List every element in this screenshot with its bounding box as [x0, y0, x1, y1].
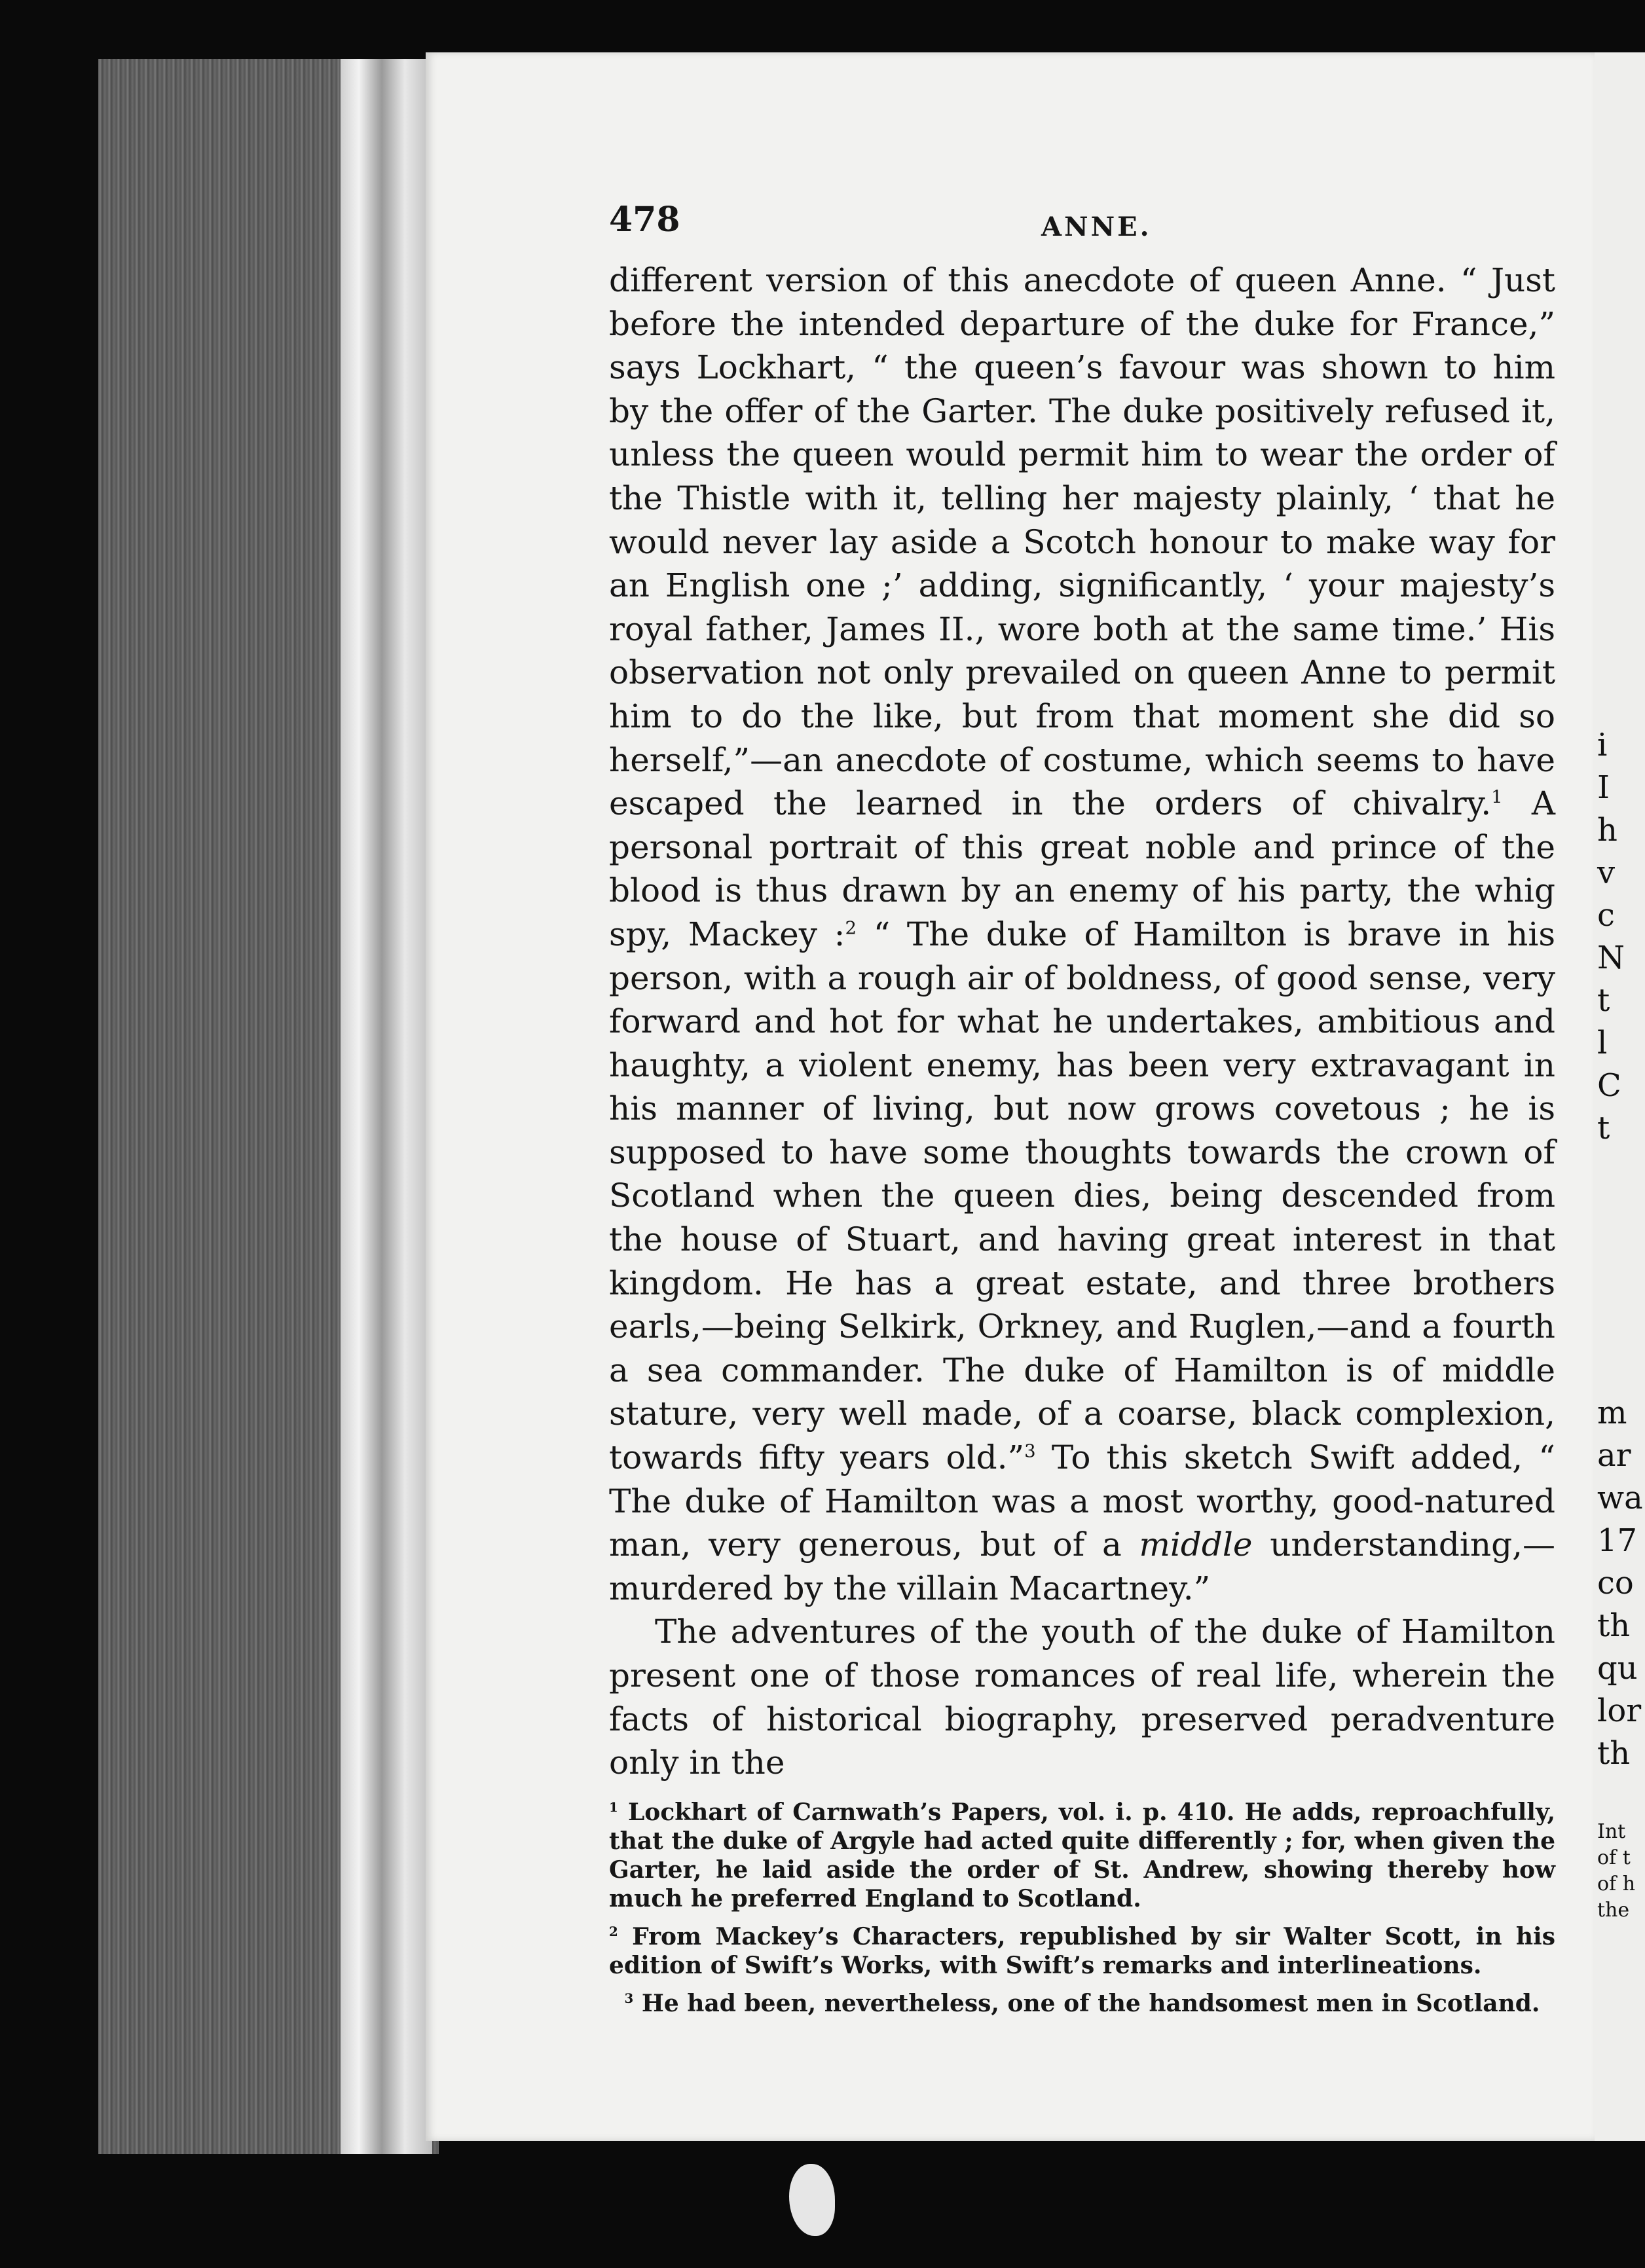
emphasized-word: middle [1139, 1526, 1253, 1564]
facing-page-fragment: l [1597, 1025, 1608, 1061]
facing-page-fragment: t [1597, 1110, 1610, 1146]
facing-page-fragment: C [1597, 1067, 1621, 1104]
footnote [609, 1798, 1555, 1913]
facing-page-fragment: of t [1597, 1846, 1631, 1869]
footnote-mark: 2 [609, 1923, 618, 1939]
scan-artifact [789, 2164, 835, 2236]
facing-page-fragment: qu [1597, 1650, 1638, 1687]
running-header [609, 200, 1555, 259]
footnote [609, 1922, 1555, 1980]
body-text: The adventures of the youth of the duke of Hamilton present one of those romances of real life, wherein the facts of historical biography, preserved peradventure only in the [609, 1613, 1555, 1782]
body-text: To this sketch Swift added, “ The duke of Hamilton was a most worthy, good-natured man, very generous, but of a [609, 1438, 1555, 1564]
facing-page-fragment: c [1597, 897, 1615, 934]
facing-page-fragment: m [1597, 1395, 1627, 1431]
facing-page-fragment: th [1597, 1607, 1631, 1644]
facing-page-fragment: wa [1597, 1480, 1643, 1516]
footnote-reference[interactable]: 1 [1491, 786, 1503, 808]
facing-page-fragment: I [1597, 769, 1610, 806]
facing-page-fragment: of h [1597, 1873, 1636, 1895]
facing-page-fragment: t [1597, 982, 1610, 1019]
body-text: A personal portrait of this great noble and prince of the blood is thus drawn by an enemy of his party, the whig spy, Mackey : [609, 784, 1555, 953]
page-content [609, 200, 1555, 2027]
facing-page-fragment: v [1597, 854, 1616, 891]
footnote-text: Lockhart of Carnwath’s Papers, vol. i. p. 410. He adds, reproachfully, that the duke of Argyle had acted quite differently ; for, when given the Garter, he laid aside the order of St. Andrew, showing thereby how much he preferred England to Scotland. [609, 1798, 1555, 1912]
book-gutter [341, 59, 432, 2154]
footnote-text: He had been, nevertheless, one of the handsomest men in Scotland. [633, 1989, 1540, 2017]
facing-page-fragment: ar [1597, 1437, 1631, 1474]
body-paragraph [609, 259, 1555, 1610]
body-text: understanding,—murdered by the villain Macartney.” [609, 1526, 1555, 1607]
footnote [609, 1989, 1555, 2018]
facing-page-fragment: h [1597, 812, 1617, 849]
body-paragraph [609, 1610, 1555, 1784]
facing-page-fragment: 17 [1597, 1522, 1638, 1559]
body-text: different version of this anecdote of queen Anne. “ Just before the intended departure of the duke for France,” says Lockhart, “ the queen’s favour was shown to him by the offer of the Garter. The duke positively refused it, unless the queen would permit him to wear the order of the Thistle with it, telling her majesty plainly, ‘ that he would never lay aside a Scotch honour to make way for an English one ;’ adding, significantly, ‘ your majesty’s royal father, James II., wore both at the same time.’ His observation not only prevailed on queen Anne to permit him to do the like, but from that moment she did so herself,”—an anecdote of costume, which seems to have escaped the learned in the orders of chivalry. [609, 261, 1555, 823]
facing-page-fragment: the [1597, 1899, 1630, 1922]
body-text: “ The duke of Hamilton is brave in his person, with a rough air of boldness, of good sense, very forward and hot for what he undertakes, ambitious and haughty, a violent enemy, has been very extravagant in his manner of living, but now grows covetous ; he is supposed to have some thoughts towards the crown of Scotland when the queen dies, being descended from the house of Stuart, and having great interest in that kingdom. He has a great estate, and three brothers earls,—being Selkirk, Orkney, and Ruglen,—and a fourth a sea commander. The duke of Hamilton is of middle stature, very well made, of a coarse, black complexion, towards fifty years old.” [609, 915, 1555, 1477]
running-title: ANNE. [1041, 211, 1152, 242]
footnote-mark: 3 [624, 1990, 634, 2006]
facing-page-fragment: th [1597, 1735, 1631, 1772]
facing-page-fragment: co [1597, 1565, 1634, 1601]
facing-page-strip [1595, 52, 1645, 2141]
footnotes [609, 1798, 1555, 2018]
facing-page-fragment: i [1597, 727, 1608, 763]
facing-page-fragment: lor [1597, 1692, 1642, 1729]
page-number: 478 [609, 200, 680, 240]
footnote-mark: 1 [609, 1799, 618, 1815]
footnote-reference[interactable]: 2 [845, 917, 857, 939]
footnote-reference[interactable]: 3 [1024, 1440, 1036, 1462]
facing-page-fragment: N [1597, 940, 1625, 976]
footnote-text: From Mackey’s Characters, republished by sir Walter Scott, in his edition of Swift’s Works, with Swift’s remarks and interlineations. [609, 1922, 1555, 1979]
facing-page-fragment: Int [1597, 1820, 1626, 1843]
